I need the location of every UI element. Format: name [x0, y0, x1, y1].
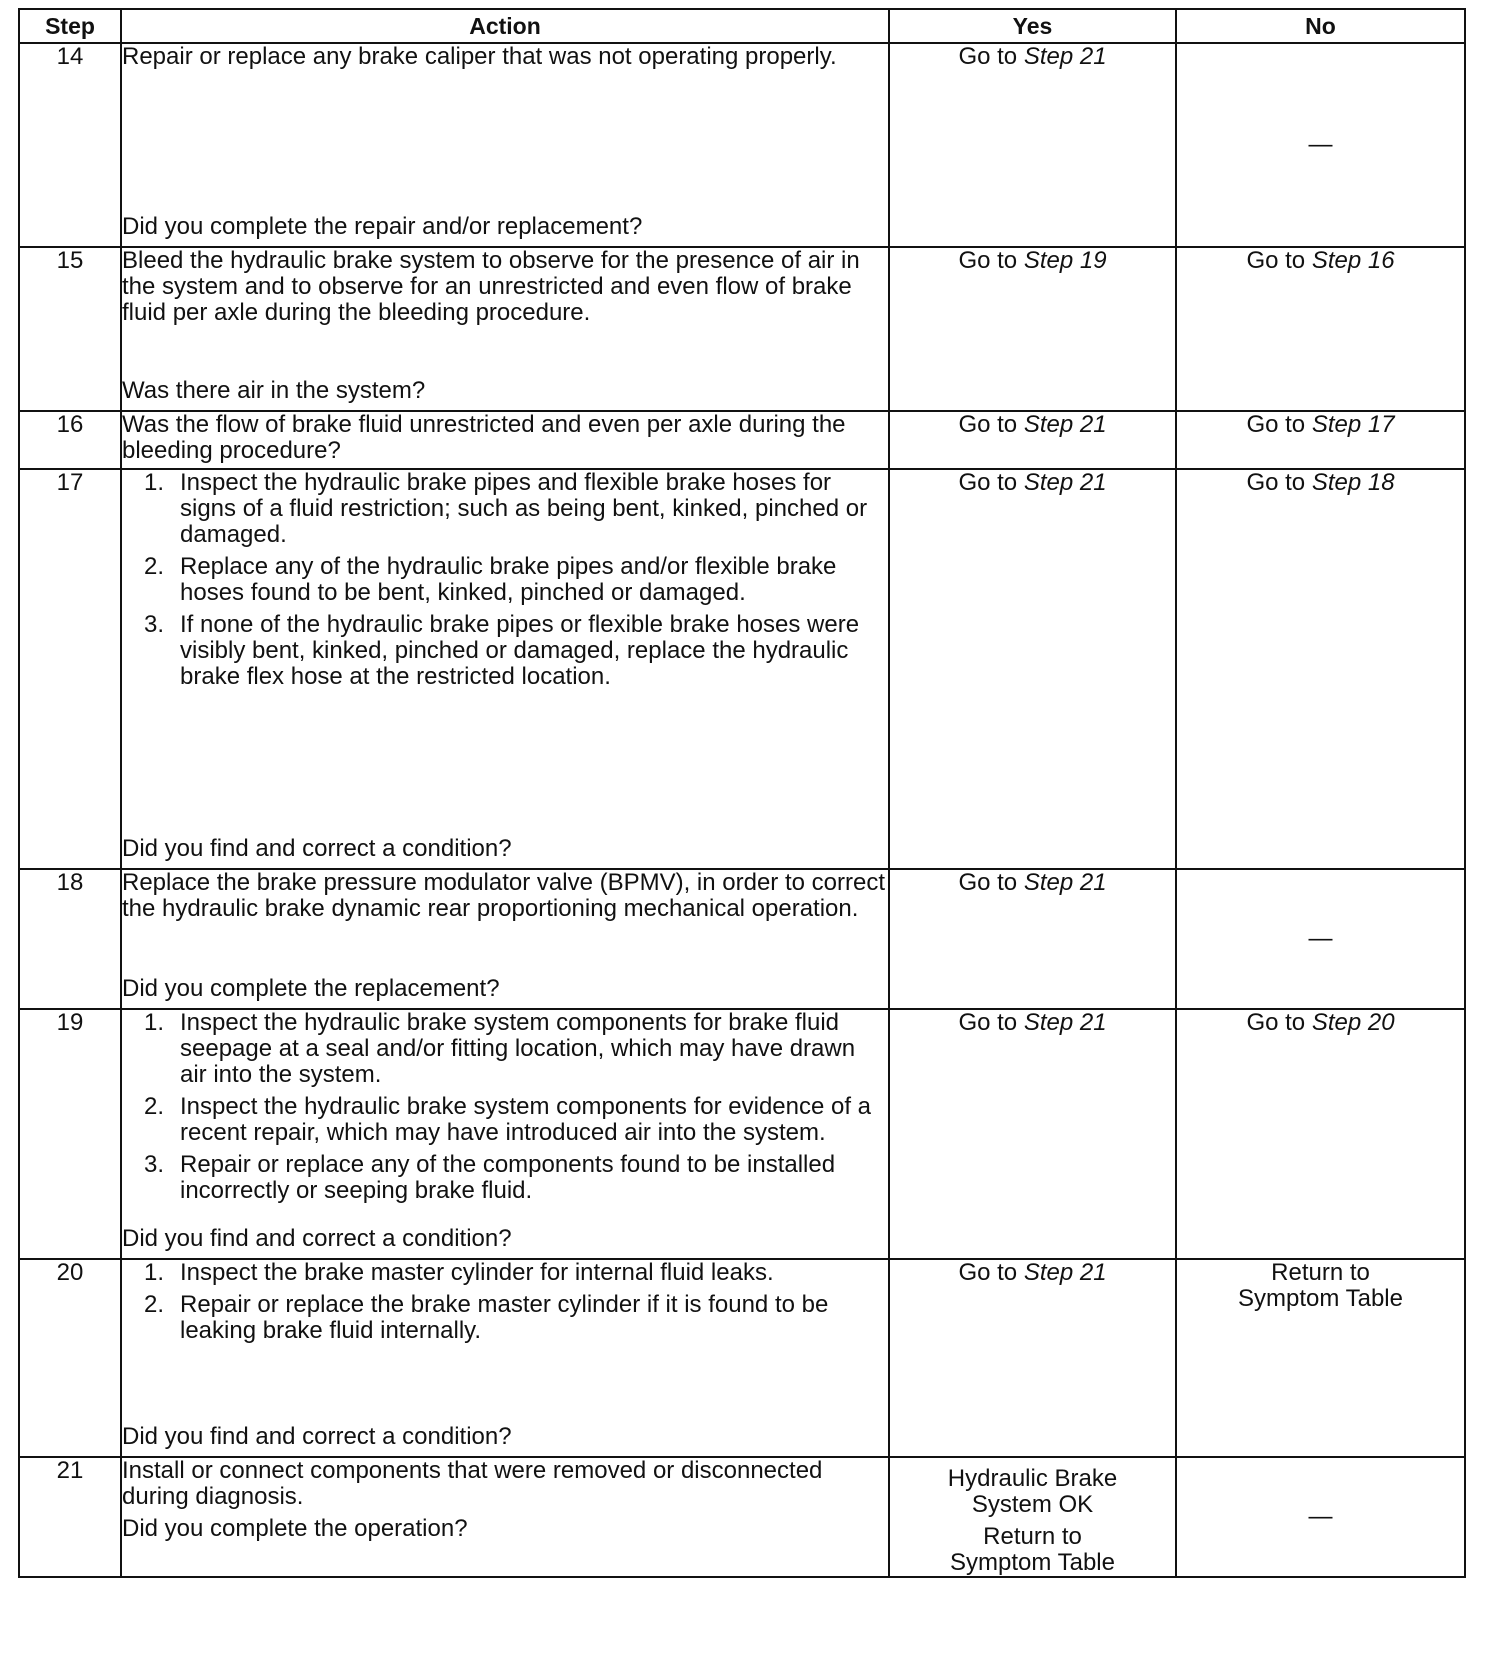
- action-text: Replace the brake pressure modulator valve (BPMV), in order to correct the hydraulic brake dynamic rear proportioning mechanical operation.: [122, 869, 885, 922]
- yes-cell: [889, 869, 1176, 1009]
- yes-line: System OK: [971, 1491, 1094, 1518]
- yes-cell: [889, 469, 1176, 869]
- yes-goto: Go to Step 21: [958, 411, 1107, 438]
- action-cell: [121, 869, 889, 1009]
- action-list: [122, 470, 888, 696]
- no-dash: —: [1308, 1503, 1333, 1530]
- header-step: Step: [19, 9, 121, 43]
- action-question: Did you find and correct a condition?: [122, 835, 512, 862]
- action-cell: [121, 1259, 889, 1457]
- yes-cell: [889, 43, 1176, 247]
- no-cell: [1176, 1259, 1465, 1457]
- no-cell: [1176, 411, 1465, 469]
- table-row-step-17: [19, 469, 1465, 869]
- no-goto: Go to Step 16: [1246, 247, 1395, 274]
- yes-goto: Go to Step 21: [958, 1259, 1107, 1286]
- action-cell: [121, 469, 889, 869]
- yes-cell: [889, 247, 1176, 411]
- table-row-step-16: [19, 411, 1465, 469]
- no-dash: —: [1308, 925, 1333, 952]
- list-item: 3. Repair or replace any of the components found to be installed incorrectly or seeping brake fluid.: [144, 1151, 836, 1204]
- action-list: [122, 1010, 888, 1210]
- no-goto: Go to Step 17: [1246, 411, 1395, 438]
- list-item: 2. Inspect the hydraulic brake system components for evidence of a recent repair, which may have introduced air into the system.: [144, 1093, 872, 1146]
- no-return-line1: Return to: [1271, 1259, 1370, 1286]
- action-list: [122, 1260, 888, 1350]
- yes-cell: [889, 1259, 1176, 1457]
- yes-goto: Go to Step 21: [958, 1009, 1107, 1036]
- action-question: Did you complete the operation?: [122, 1515, 468, 1542]
- action-text: Bleed the hydraulic brake system to observe for the presence of air in the system and to observe for an unrestricted and even flow of brake fluid per axle during the bleeding procedure.: [122, 247, 860, 326]
- no-dash: —: [1308, 131, 1333, 158]
- no-goto: Go to Step 18: [1246, 469, 1395, 496]
- step-number: 14: [19, 43, 121, 247]
- yes-goto: Go to Step 19: [958, 247, 1107, 274]
- yes-goto: Go to Step 21: [958, 469, 1107, 496]
- yes-line: Symptom Table: [950, 1549, 1115, 1576]
- step-number: 15: [19, 247, 121, 411]
- action-text: Repair or replace any brake caliper that was not operating properly.: [122, 43, 837, 70]
- yes-cell: [889, 1457, 1176, 1577]
- step-number: 17: [19, 469, 121, 869]
- no-return-line2: Symptom Table: [1238, 1285, 1403, 1312]
- table-row-step-18: [19, 869, 1465, 1009]
- yes-goto: Go to Step 21: [958, 869, 1107, 896]
- action-question: Did you find and correct a condition?: [122, 1423, 512, 1450]
- step-number: 18: [19, 869, 121, 1009]
- yes-goto: Go to Step 21: [958, 43, 1107, 70]
- step-number: 16: [19, 411, 121, 469]
- action-cell: [121, 43, 889, 247]
- action-question: Did you complete the repair and/or replacement?: [122, 213, 643, 240]
- yes-line: Hydraulic Brake: [947, 1465, 1118, 1492]
- header-row: [19, 9, 1465, 43]
- action-question: Was the flow of brake fluid unrestricted and even per axle during the bleeding procedure?: [122, 411, 846, 464]
- no-cell: [1176, 469, 1465, 869]
- action-cell: [121, 1457, 889, 1577]
- action-cell: [121, 411, 889, 469]
- table-row-step-14: [19, 43, 1465, 247]
- table-row-step-20: [19, 1259, 1465, 1457]
- step-number: 21: [19, 1457, 121, 1577]
- list-item: 3. If none of the hydraulic brake pipes or flexible brake hoses were visibly bent, kinked, pinched or damaged, replace the hydraulic brake flex hose at the restricted location.: [144, 611, 860, 690]
- yes-cell: [889, 1009, 1176, 1259]
- header-no: No: [1176, 9, 1465, 43]
- diagnostic-table: [18, 8, 1466, 1578]
- table-row-step-19: [19, 1009, 1465, 1259]
- action-cell: [121, 247, 889, 411]
- no-cell: [1176, 869, 1465, 1009]
- yes-line: Return to: [983, 1523, 1082, 1550]
- step-number: 19: [19, 1009, 121, 1259]
- header-yes: Yes: [889, 9, 1176, 43]
- list-item: 1. Inspect the hydraulic brake system components for brake fluid seepage at a seal and/or fitting location, which may have drawn air into the system.: [144, 1009, 856, 1088]
- header-action: Action: [121, 9, 889, 43]
- no-cell: [1176, 43, 1465, 247]
- no-cell: [1176, 1009, 1465, 1259]
- no-cell: [1176, 247, 1465, 411]
- yes-cell: [889, 411, 1176, 469]
- action-cell: [121, 1009, 889, 1259]
- list-item: 2. Repair or replace the brake master cylinder if it is found to be leaking brake fluid internally.: [144, 1291, 829, 1344]
- step-number: 20: [19, 1259, 121, 1457]
- action-question: Did you complete the replacement?: [122, 975, 500, 1002]
- table-row-step-21: [19, 1457, 1465, 1577]
- list-item: 1. Inspect the hydraulic brake pipes and flexible brake hoses for signs of a fluid restriction; such as being bent, kinked, pinched or damaged.: [144, 469, 868, 548]
- action-question: Was there air in the system?: [122, 377, 426, 404]
- action-question: Did you find and correct a condition?: [122, 1225, 512, 1252]
- list-item: 2. Replace any of the hydraulic brake pipes and/or flexible brake hoses found to be bent, kinked, pinched or damaged.: [144, 553, 837, 606]
- no-cell: [1176, 1457, 1465, 1577]
- action-text: Install or connect components that were removed or disconnected during diagnosis.: [122, 1457, 823, 1510]
- table-row-step-15: [19, 247, 1465, 411]
- no-goto: Go to Step 20: [1246, 1009, 1395, 1036]
- list-item: 1. Inspect the brake master cylinder for internal fluid leaks.: [144, 1259, 774, 1286]
